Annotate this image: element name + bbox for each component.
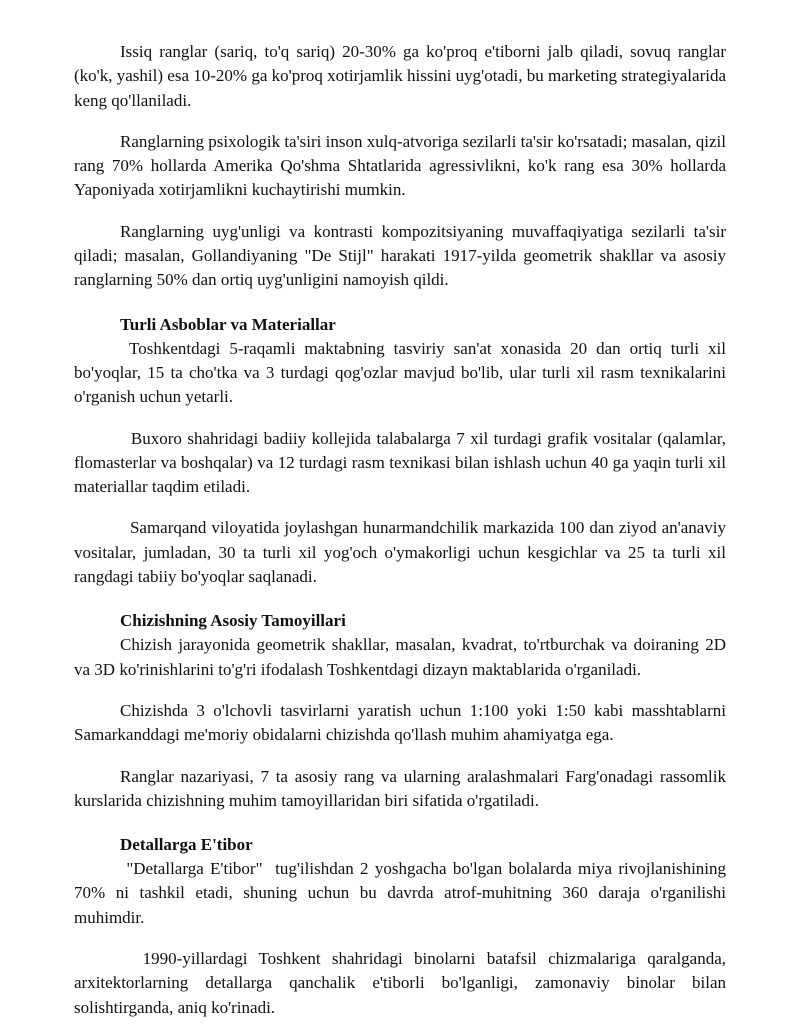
section-drawing-principles (74, 609, 726, 813)
section-heading: Turli Asboblar va Materiallar (120, 314, 336, 334)
paragraph: Chizish jarayonida geometrik shakllar, masalan, kvadrat, to'rtburchak va doiraning 2D va 3D ko'rinishlarini to'g'ri ifodalash Toshkentdagi dizayn maktablarida o'rganiladi. (74, 635, 726, 679)
paragraph: Toshkentdagi 5-raqamli maktabning tasviriy san'at xonasida 20 dan ortiq turli xil bo'yoqlar, 15 ta cho'tka va 3 turdagi qog'ozlar mavjud bo'lib, ular turli xil rasm texnikalarini o'rganish uchun yetarli. (74, 338, 731, 407)
document-page (74, 40, 731, 1020)
paragraph: Samarqand viloyatida joylashgan hunarmandchilik markazida 100 dan ziyod an'anaviy vositalar, jumladan, 30 ta turli xil yog'och o'ymakorligi uchun kesgichlar va 25 ta turli xil rangdagi tabiiy bo'yoqlar saqlanadi. (74, 518, 731, 587)
paragraph: Ranglar nazariyasi, 7 ta asosiy rang va ularning aralashmalari Farg'onadagi rassomlik kurslarida chizishning muhim tamoyillaridan biri sifatida o'rgatiladi. (74, 766, 726, 810)
paragraph: Issiq ranglar (sariq, to'q sariq) 20-30% ga ko'proq e'tiborni jalb qiladi, sovuq ranglar (ko'k, yashil) esa 10-20% ga ko'proq xotirjamlik hissini uyg'otadi, bu marketing strategiyalarida keng qo'llaniladi. (74, 42, 726, 110)
paragraph: Ranglarning psixologik ta'siri inson xulq-atvoriga sezilarli ta'sir ko'rsatadi; masalan, qizil rang 70% hollarda Amerika Qo'shma Shtatlarida agressivlikni, ko'k rang esa 30% hollarda Yaponiyada xotirjamlikni kuchaytirishi mumkin. (74, 131, 726, 200)
paragraph: Ranglarning uyg'unligi va kontrasti kompozitsiyaning muvaffaqiyatiga sezilarli ta'sir qiladi; masalan, Gollandiyaning "De Stijl" harakati 1917-yilda geometrik shakllar va asosiy ranglarning 50% dan ortiq uyg'unligini namoyish qildi. (74, 221, 726, 290)
paragraph: Buxoro shahridagi badiiy kollejida talabalarga 7 xil turdagi grafik vositalar (qalamlar, flomasterlar va boshqalar) va 12 turdagi rasm texnikasi bilan ishlash uchun 40 ga yaqin turli xil materiallar taqdim etiladi. (74, 428, 731, 497)
section-attention-to-detail (74, 833, 731, 1020)
section-tools-materials (74, 313, 731, 590)
section-heading: Chizishning Asosiy Tamoyillari (120, 611, 346, 631)
section-heading: Detallarga E'tibor (120, 835, 253, 855)
paragraph: "Detallarga E'tibor" tug'ilishdan 2 yoshgacha bo'lgan bolalarda miya rivojlanishining 70% ni tashkil etadi, shuning uchun bu davrda atrof-muhitning 360 daraja o'rganilishi muhimdir. (74, 859, 731, 927)
paragraph: 1990-yillardagi Toshkent shahridagi binolarni batafsil chizmalariga qaralganda, arxitektorlarning detallarga qanchalik e'tiborli bo'lganligi, zamonaviy binolar bilan solishtirganda, aniq ko'rinadi. (74, 949, 731, 1017)
paragraph: Chizishda 3 o'lchovli tasvirlarni yaratish uchun 1:100 yoki 1:50 kabi masshtablarni Samarkanddagi me'moriy obidalarni chizishda qo'llash muhim ahamiyatga ega. (74, 700, 726, 745)
